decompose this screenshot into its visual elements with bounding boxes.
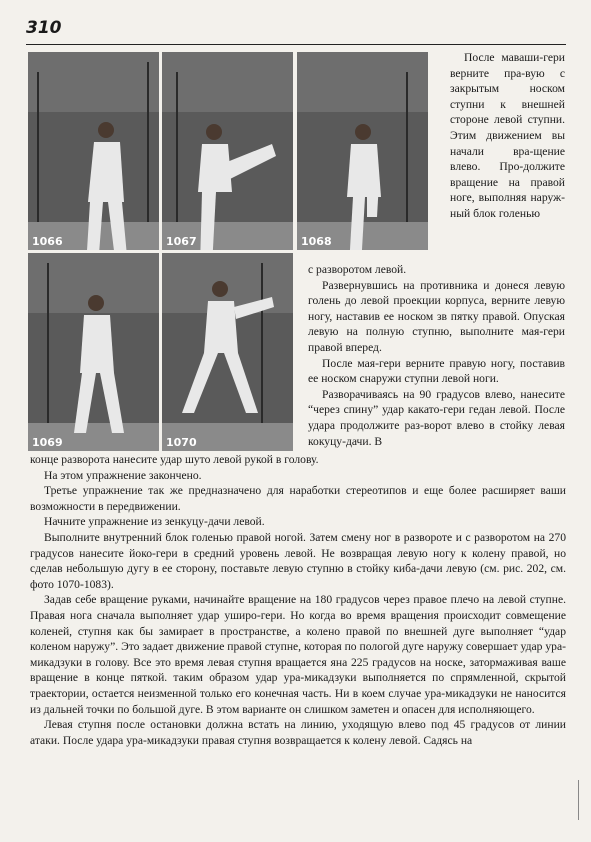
paragraph: Левая ступня после остановки должна встать на линию, уходящую влево под 45 градусов от линии атаки. После удара ура-микадзуки правая ступня возвращается к колену левой. Садясь на (30, 718, 566, 747)
karate-figure-image (162, 52, 293, 250)
karate-figure-image (162, 253, 293, 451)
photo-1070 (162, 253, 293, 451)
paragraph: Начните упражнение из зенкуцу-дачи левой. (44, 515, 265, 529)
photo-label: 1070 (166, 436, 197, 449)
header-rule (26, 44, 566, 45)
main-text (30, 452, 566, 748)
photo-label: 1066 (32, 235, 63, 248)
photo-label: 1069 (32, 436, 63, 449)
photo-1067 (162, 52, 293, 250)
photo-1069 (28, 253, 159, 451)
paragraph: На этом упражнение закончено. (44, 468, 202, 482)
paragraph: Третье упражнение так же предназначено для наработки стереотипов и еще более расширяет ваши возможности в передвижении. (30, 484, 566, 513)
paragraph: После мая-гери верните правую ногу, поставив ее носком снаружи ступни левой ноги. (308, 356, 565, 386)
karate-figure-image (297, 52, 428, 250)
photo-1068 (297, 52, 428, 250)
paragraph: Задав себе вращение руками, начинайте вращение на 180 градусов через правое плечо на левой ступне. Правая нога сначала выполняет удар уширо-гери. Но когда во время вращения происходит совмещение коленей, ступня как бы замирает в пространстве, а колено правой по внешней дуге выполняет “удар коленом наружу”. Это задает движение правой ступне, которая по пологой дуге наружу совершает удар ура-микадзуки в голову. Все это время левая ступня вращается яна 225 градусов на носке, затормаживая ваше вращение в конце пяткой. таким образом удар ура-микадзуки выполняется по спрямленной, скрытой траектории, остается неизменной только его конечная часть. Ни в коем случае ура-микадзуки не наносится из дальней точки по большой дуге. В этом варианте он слишком заметен и опасен для исполняющего. (30, 593, 566, 716)
page-edge-mark (578, 780, 585, 820)
paragraph: Выполните внутренний блок голенью правой ногой. Затем смену ног в развороте и с разворотом на 270 градусов нанесите йоко-гери в средний уровень левой. Не возвращая левую ногу к колену правой, но сделав небольшую дугу в ее сторону, поставьте левую ступню в стойку киба-дачи левую (см. рис. 202, см. фото 1070-1083). (30, 530, 566, 591)
text-column-mid-right (308, 262, 565, 449)
paragraph: с разворотом левой. (308, 263, 407, 276)
photo-label: 1067 (166, 235, 197, 248)
paragraph: конце разворота нанесите удар шуто левой рукой в голову. (30, 453, 319, 466)
paragraph: Разворачиваясь на 90 градусов влево, нанесите “через спину” удар какато-гери гедан левой. После удара продолжите раз-ворот влево в стойку левая кокуцу-дачи. В (308, 387, 565, 448)
karate-figure-image (28, 52, 159, 250)
text-column-top-right (450, 50, 565, 222)
photo-1066 (28, 52, 159, 250)
page-number: 310 (26, 18, 62, 38)
karate-figure-image (28, 253, 159, 451)
paragraph: После маваши-гери верните пра-вую с закрытым носком ступни к внешней стороне левой ступни. Этим движением вы начали вра-щение влево. Про-должите вращение на правой ноге, выполняя наруж-ный блок голенью (450, 51, 565, 220)
photo-label: 1068 (301, 235, 332, 248)
paragraph: Развернувшись на противника и донеся левую голень до левой проекции корпуса, верните левую ногу, наставив ее носком зв пятку правой. Опуская левую на полную ступню, выполните мая-гери правой вперед. (308, 278, 565, 354)
